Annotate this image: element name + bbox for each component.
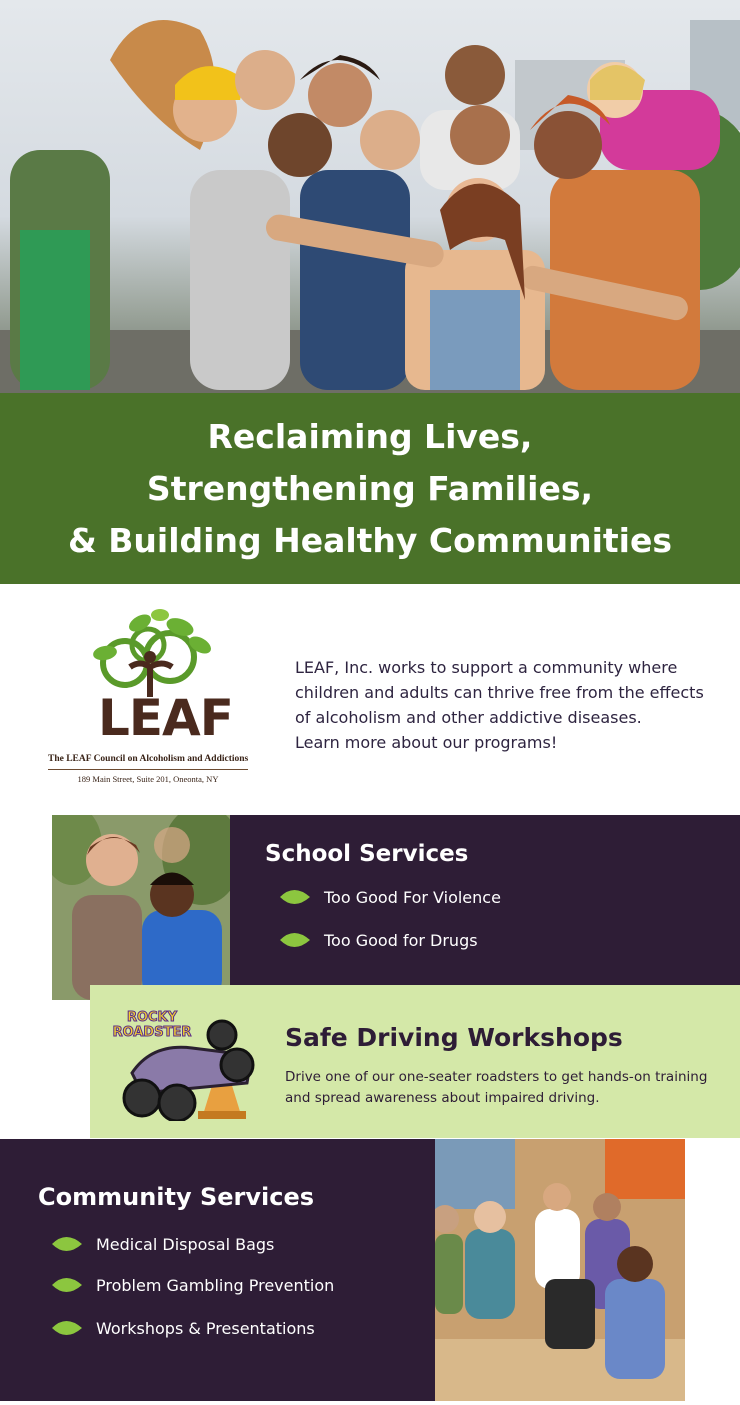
community-group-photo [435, 1139, 685, 1401]
kids-playing-image [52, 815, 230, 1000]
school-item-label: Too Good for Drugs [324, 930, 478, 950]
tree-logo-icon [70, 605, 230, 697]
headline-line-2: Strengthening Families, [146, 468, 594, 508]
community-item-label: Medical Disposal Bags [96, 1234, 275, 1254]
list-item [278, 887, 501, 907]
rocky-logo-line2: ROADSTER [112, 1025, 192, 1040]
group-meeting-image [435, 1139, 685, 1401]
logo-address: 189 Main Street, Suite 201, Oneonta, NY [77, 774, 219, 784]
list-item [278, 930, 478, 950]
mission-statement [295, 655, 715, 755]
mission-text: LEAF, Inc. works to support a community where children and adults can thrive free from the effects of alcoholism and other addictive diseases. [295, 658, 704, 727]
community-item-label: Workshops & Presentations [96, 1318, 315, 1338]
logo-council-name: The LEAF Council on Alcoholism and Addictions [48, 754, 249, 764]
leaf-icon [50, 1234, 84, 1254]
rocky-roadster-logo [112, 1003, 262, 1121]
roadster-car-icon [112, 1003, 262, 1121]
school-kids-photo [52, 815, 230, 1000]
headline-line-3: & Building Healthy Communities [68, 520, 672, 560]
headline-line-1: Reclaiming Lives, [207, 416, 533, 456]
community-item-label: Problem Gambling Prevention [96, 1275, 335, 1295]
list-item [50, 1275, 334, 1295]
safe-driving-description: Drive one of our one-seater roadsters to get hands-on training and spread awareness about impaired driving. [285, 1069, 708, 1106]
leaf-logo [40, 605, 255, 790]
logo-divider [48, 769, 248, 770]
headline-banner [0, 393, 740, 584]
mission-cta: Learn more about our programs! [295, 733, 558, 752]
list-item [50, 1318, 315, 1338]
school-services-title: School Services [265, 841, 469, 867]
leaf-icon [50, 1275, 84, 1295]
rocky-logo-line1: ROCKY [126, 1010, 178, 1025]
leaf-icon [50, 1318, 84, 1338]
community-services-panel [0, 1139, 435, 1401]
school-item-label: Too Good For Violence [324, 887, 501, 907]
community-services-title: Community Services [38, 1183, 315, 1211]
group-of-teens-image [0, 0, 740, 393]
leaf-icon [278, 887, 312, 907]
list-item [50, 1234, 274, 1254]
hero-photo [0, 0, 740, 393]
safe-driving-panel [90, 985, 740, 1138]
leaf-icon [278, 930, 312, 950]
logo-wordmark: LEAF [98, 689, 233, 747]
safe-driving-title: Safe Driving Workshops [285, 1023, 623, 1052]
school-services-panel [230, 815, 740, 985]
